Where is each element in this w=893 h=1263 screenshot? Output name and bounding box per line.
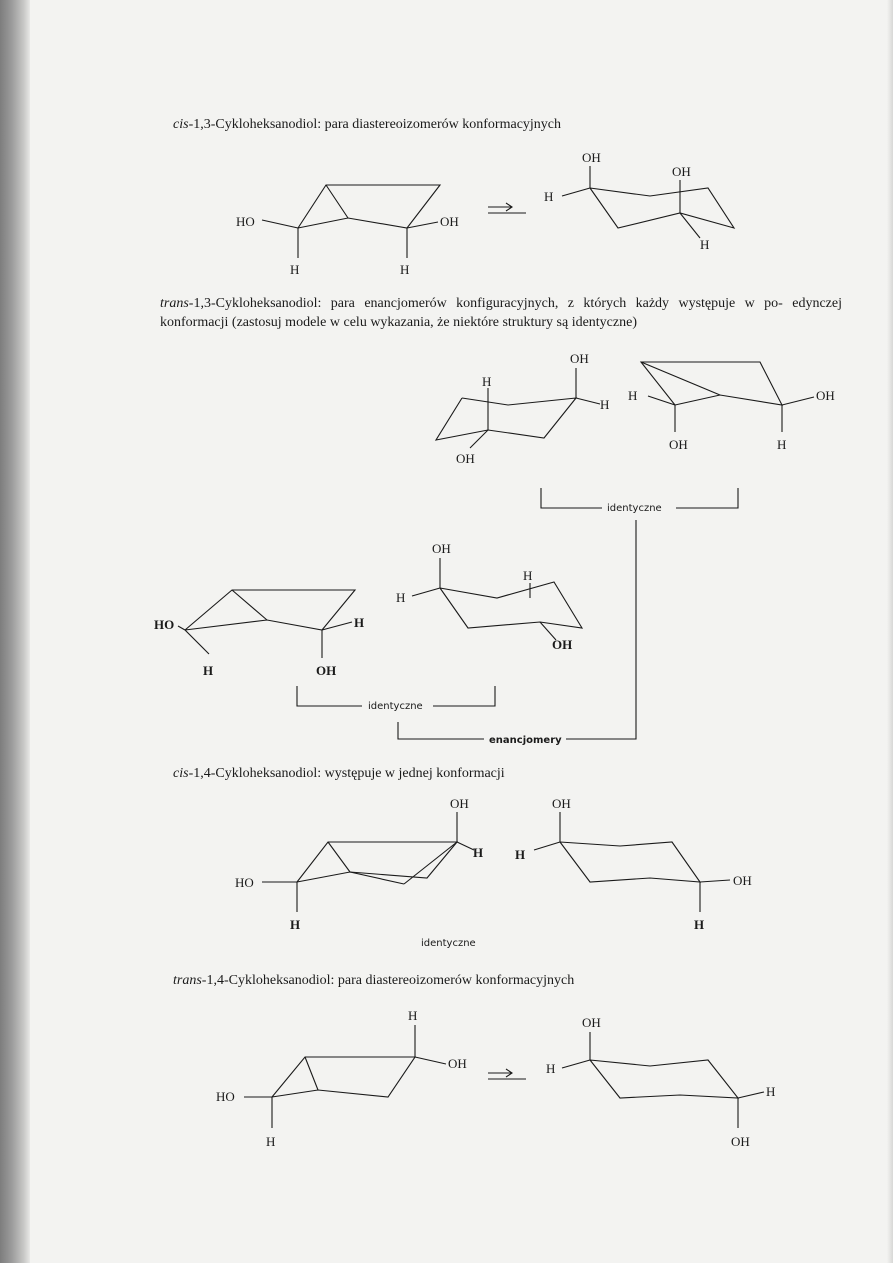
caption-text: -1,4-Cykloheksanodiol: występuje w jednej konformacji bbox=[188, 766, 505, 781]
caption-text: -1,3-Cykloheksanodiol: para diastereoizomerów konformacyjnych bbox=[188, 117, 562, 132]
label-h: H bbox=[354, 615, 365, 630]
label-ho: HO bbox=[216, 1089, 235, 1104]
label-h: H bbox=[700, 237, 710, 252]
label-enantiomers: enancjomery bbox=[489, 735, 562, 746]
label-oh: OH bbox=[733, 873, 752, 888]
label-oh: OH bbox=[552, 796, 571, 811]
label-oh: OH bbox=[448, 1056, 467, 1071]
chair-cis14-g bbox=[262, 812, 474, 912]
label-h: H bbox=[628, 388, 638, 403]
label-h: H bbox=[523, 568, 533, 583]
label-oh: OH bbox=[669, 437, 688, 452]
label-oh: OH bbox=[316, 663, 337, 678]
label-h: H bbox=[473, 845, 484, 860]
label-oh: OH bbox=[552, 637, 573, 652]
label-h: H bbox=[600, 397, 610, 412]
chair-cis13-a bbox=[262, 185, 440, 258]
chair-trans13-f bbox=[412, 558, 582, 640]
label-oh: OH bbox=[731, 1134, 750, 1149]
label-oh: OH bbox=[672, 164, 691, 179]
label-ho: HO bbox=[235, 875, 254, 890]
label-h: H bbox=[290, 262, 300, 277]
caption-prefix: cis bbox=[173, 117, 189, 132]
label-identical: identyczne bbox=[607, 503, 662, 514]
label-h: H bbox=[290, 917, 301, 932]
label-h: H bbox=[408, 1008, 418, 1023]
label-h: H bbox=[482, 374, 492, 389]
caption-text: -1,4-Cykloheksanodiol: para diastereoizomerów konformacyjnych bbox=[201, 973, 575, 988]
label-oh: OH bbox=[816, 388, 835, 403]
label-oh: OH bbox=[450, 796, 469, 811]
label-ho: HO bbox=[154, 617, 175, 632]
equilibrium-arrows bbox=[488, 203, 526, 213]
label-h: H bbox=[694, 917, 705, 932]
chair-trans13-d bbox=[641, 362, 814, 432]
equilibrium-arrows bbox=[488, 1069, 526, 1079]
label-identical: identyczne bbox=[368, 701, 423, 712]
label-h: H bbox=[515, 847, 526, 862]
label-h: H bbox=[544, 189, 554, 204]
label-ho: HO bbox=[236, 214, 255, 229]
label-oh: OH bbox=[440, 214, 459, 229]
chair-cis14-h bbox=[534, 812, 730, 912]
label-h: H bbox=[400, 262, 410, 277]
chair-trans14-i bbox=[244, 1025, 446, 1128]
label-identical: identyczne bbox=[421, 938, 476, 949]
label-oh: OH bbox=[456, 451, 475, 466]
label-h: H bbox=[777, 437, 787, 452]
chair-trans14-j bbox=[562, 1032, 764, 1128]
label-oh: OH bbox=[582, 1015, 601, 1030]
label-h: H bbox=[396, 590, 406, 605]
caption-prefix: trans bbox=[160, 296, 189, 311]
chair-trans13-e bbox=[178, 590, 355, 658]
label-h: H bbox=[266, 1134, 276, 1149]
label-oh: OH bbox=[582, 150, 601, 165]
chair-trans13-c bbox=[436, 368, 600, 448]
chair-cis13-b bbox=[562, 166, 734, 238]
bracket-identical-lower bbox=[297, 686, 495, 712]
caption-prefix: trans bbox=[173, 973, 202, 988]
label-oh: OH bbox=[432, 541, 451, 556]
label-h: H bbox=[546, 1061, 556, 1076]
bracket-identical-upper bbox=[541, 488, 738, 514]
label-oh: OH bbox=[570, 351, 589, 366]
label-h: H bbox=[203, 663, 214, 678]
label-h: H bbox=[766, 1084, 776, 1099]
caption-text: -1,3-Cykloheksanodiol: para enancjomerów konfiguracyjnych, z których każdy występuje w po- edynczej konformacji (zastosuj modele w celu wykazania, że niektóre struktury są identyczne) bbox=[160, 296, 842, 330]
caption-prefix: cis bbox=[173, 766, 189, 781]
